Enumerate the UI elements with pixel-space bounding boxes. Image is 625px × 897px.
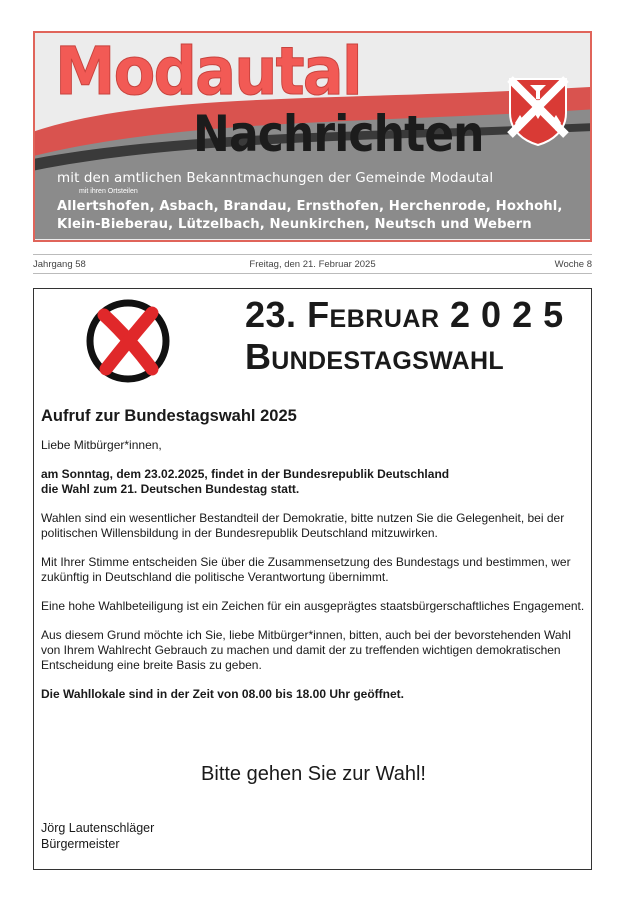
article-paragraph-1: Wahlen sind ein wesentlicher Bestandteil der Demokratie, bitte nutzen Sie die Gelegenheit, bei der politischen Willensbildung in der Bundesrepublik Deutschland mitzuwirken. (41, 511, 565, 540)
signer-name: Jörg Lautenschläger (41, 821, 155, 835)
headline-month: Februar (307, 294, 440, 335)
masthead (33, 31, 592, 242)
districts-line-2: Klein-Bieberau, Lützelbach, Neunkirchen, Neutsch und Webern (57, 217, 532, 232)
date-statement-line-2: die Wahl zum 21. Deutschen Bundestag statt. (41, 482, 300, 496)
headline (245, 294, 564, 377)
article-heading: Aufruf zur Bundestagswahl 2025 (41, 407, 297, 425)
date-statement-line-1: am Sonntag, dem 23.02.2025, findet in der Bundesrepublik Deutschland (41, 467, 450, 481)
ballot-cross-icon (84, 297, 172, 385)
vote-appeal: Bitte gehen Sie zur Wahl! (201, 763, 426, 785)
article-body (41, 409, 586, 716)
districts-line-1: Allertshofen, Asbach, Brandau, Ernsthofen, Herchenrode, Hoxhohl, (57, 199, 563, 214)
signature-block (41, 820, 154, 852)
masthead-districts (57, 198, 562, 234)
election-article (33, 288, 592, 870)
headline-date (245, 294, 564, 335)
headline-day: 23. (245, 294, 297, 335)
article-paragraph-3: Eine hohe Wahlbeteiligung ist ein Zeichen für ein ausgeprägtes staatsbürgerschaftliches Engagement. (41, 599, 585, 613)
issue-date: Freitag, den 21. Februar 2025 (249, 259, 376, 270)
headline-title: Bundestagswahl (245, 336, 504, 377)
article-salutation: Liebe Mitbürger*innen, (41, 438, 162, 452)
issue-week: Woche 8 (554, 259, 592, 270)
article-paragraph-4: Aus diesem Grund möchte ich Sie, liebe Mitbürger*innen, bitten, auch bei der bevorstehenden Wahl von Ihrem Wahlrecht Gebrauch zu machen und damit der zu treffenden wichtigen demokratischen Entscheidung eine breite Basis zu geben. (41, 628, 571, 672)
issue-info-bar (33, 254, 592, 274)
issue-volume: Jahrgang 58 (33, 259, 86, 270)
masthead-title-nachrichten: Nachrichten (193, 105, 484, 163)
coat-of-arms-icon (506, 75, 570, 147)
masthead-subtitle-small: mit ihren Ortsteilen (79, 188, 138, 195)
headline-year: 2 0 2 5 (450, 294, 564, 335)
masthead-title-modautal: Modautal (55, 33, 361, 110)
article-date-statement (41, 467, 586, 497)
article-paragraph-2: Mit Ihrer Stimme entscheiden Sie über die Zusammensetzung des Bundestags und bestimmen, wer zukünftig in Deutschland die politische Verantwortung übernimmt. (41, 555, 571, 584)
signer-title: Bürgermeister (41, 837, 120, 851)
polling-hours: Die Wahllokale sind in der Zeit von 08.00 bis 18.00 Uhr geöffnet. (41, 687, 404, 701)
masthead-subtitle: mit den amtlichen Bekanntmachungen der Gemeinde Modautal (57, 170, 494, 186)
